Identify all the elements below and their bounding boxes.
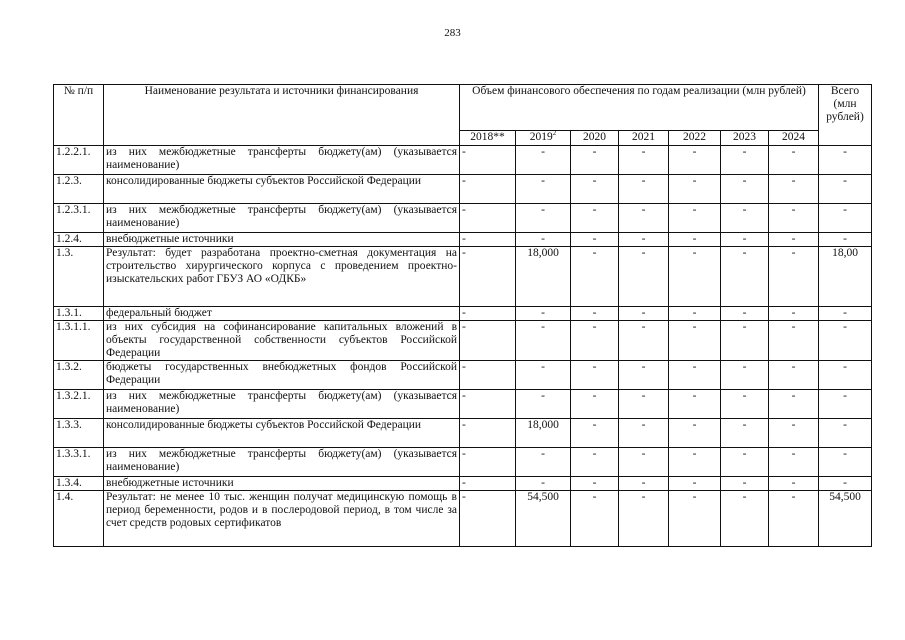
row-value: - xyxy=(460,233,516,247)
row-total: 54,500 xyxy=(819,491,872,547)
row-value: - xyxy=(619,247,669,307)
row-value: - xyxy=(769,491,819,547)
row-value: - xyxy=(516,448,571,477)
row-value: - xyxy=(721,448,769,477)
row-number: 1.3.2. xyxy=(54,361,104,390)
row-value: - xyxy=(669,491,721,547)
row-value: - xyxy=(516,477,571,491)
row-total: 18,00 xyxy=(819,247,872,307)
row-value: - xyxy=(619,146,669,175)
table-row xyxy=(54,419,872,448)
row-value: - xyxy=(721,233,769,247)
row-value: - xyxy=(669,448,721,477)
row-value: - xyxy=(721,390,769,419)
table-row xyxy=(54,247,872,307)
table-row xyxy=(54,448,872,477)
row-value: - xyxy=(571,390,619,419)
row-value: - xyxy=(460,307,516,321)
row-value: - xyxy=(769,247,819,307)
row-name: консолидированные бюджеты субъектов Российской Федерации xyxy=(104,175,460,204)
row-name: Результат: будет разработана проектно-сметная документация на строительство хирургического корпуса с проведением проектно-изыскательских работ ГБУЗ АО «ОДКБ» xyxy=(104,247,460,307)
row-value: - xyxy=(669,390,721,419)
table-row xyxy=(54,175,872,204)
row-total: - xyxy=(819,175,872,204)
header-year: 2023 xyxy=(721,131,769,146)
table-row xyxy=(54,361,872,390)
row-value: - xyxy=(571,321,619,361)
row-number: 1.3.3.1. xyxy=(54,448,104,477)
row-value: - xyxy=(769,390,819,419)
row-value: - xyxy=(571,146,619,175)
header-year: 2018** xyxy=(460,131,516,146)
table-body xyxy=(54,146,872,547)
row-value: - xyxy=(619,361,669,390)
row-value: - xyxy=(721,204,769,233)
row-value: - xyxy=(460,321,516,361)
financing-table xyxy=(53,84,872,547)
row-value: - xyxy=(460,477,516,491)
row-value: - xyxy=(460,361,516,390)
row-value: - xyxy=(721,491,769,547)
row-value: - xyxy=(669,247,721,307)
row-total: - xyxy=(819,361,872,390)
row-value: - xyxy=(619,204,669,233)
row-name: бюджеты государственных внебюджетных фондов Российской Федерации xyxy=(104,361,460,390)
row-value: - xyxy=(571,477,619,491)
row-value: - xyxy=(769,321,819,361)
row-value: - xyxy=(571,448,619,477)
table-row xyxy=(54,307,872,321)
row-number: 1.3.4. xyxy=(54,477,104,491)
row-total: - xyxy=(819,448,872,477)
row-number: 1.3. xyxy=(54,247,104,307)
row-value: - xyxy=(516,321,571,361)
row-value: - xyxy=(516,307,571,321)
row-name: федеральный бюджет xyxy=(104,307,460,321)
table-row xyxy=(54,477,872,491)
row-value: - xyxy=(619,477,669,491)
header-total: Всего (млн рублей) xyxy=(819,85,872,146)
row-name: из них межбюджетные трансферты бюджету(ам) (указывается наименование) xyxy=(104,204,460,233)
row-value: - xyxy=(769,175,819,204)
row-value: - xyxy=(721,361,769,390)
row-value: - xyxy=(721,321,769,361)
row-name: внебюджетные источники xyxy=(104,233,460,247)
row-value: - xyxy=(571,491,619,547)
row-value: - xyxy=(460,448,516,477)
row-value: - xyxy=(571,307,619,321)
row-value: - xyxy=(721,477,769,491)
row-value: - xyxy=(516,204,571,233)
row-name: из них субсидия на софинансирование капитальных вложений в объекты государственной собственности субъектов Российской Федерации xyxy=(104,321,460,361)
row-total: - xyxy=(819,419,872,448)
row-value: - xyxy=(769,307,819,321)
row-value: - xyxy=(619,175,669,204)
row-value: - xyxy=(460,175,516,204)
row-value: - xyxy=(460,491,516,547)
row-value: - xyxy=(769,448,819,477)
row-value: - xyxy=(721,175,769,204)
row-value: - xyxy=(769,477,819,491)
header-number: № п/п xyxy=(54,85,104,146)
row-name: консолидированные бюджеты субъектов Российской Федерации xyxy=(104,419,460,448)
row-total: - xyxy=(819,204,872,233)
row-total: - xyxy=(819,390,872,419)
row-value: - xyxy=(516,390,571,419)
row-value: - xyxy=(460,204,516,233)
row-total: - xyxy=(819,477,872,491)
header-name: Наименование результата и источники финансирования xyxy=(104,85,460,146)
row-value: - xyxy=(721,146,769,175)
row-value: - xyxy=(769,361,819,390)
row-value: - xyxy=(669,233,721,247)
table-row xyxy=(54,204,872,233)
row-number: 1.2.4. xyxy=(54,233,104,247)
table-row xyxy=(54,321,872,361)
table-row xyxy=(54,233,872,247)
row-value: 18,000 xyxy=(516,419,571,448)
row-total: - xyxy=(819,233,872,247)
row-value: - xyxy=(571,419,619,448)
row-value: - xyxy=(571,204,619,233)
header-year: 2020 xyxy=(571,131,619,146)
row-number: 1.2.3. xyxy=(54,175,104,204)
row-value: - xyxy=(516,146,571,175)
row-value: - xyxy=(460,419,516,448)
row-value: - xyxy=(769,233,819,247)
page-number: 283 xyxy=(444,27,461,39)
row-value: - xyxy=(516,175,571,204)
row-name: из них межбюджетные трансферты бюджету(ам) (указывается наименование) xyxy=(104,390,460,419)
row-value: - xyxy=(721,419,769,448)
row-total: - xyxy=(819,321,872,361)
row-value: - xyxy=(669,321,721,361)
row-value: - xyxy=(669,146,721,175)
row-name: из них межбюджетные трансферты бюджету(ам) (указывается наименование) xyxy=(104,448,460,477)
row-value: - xyxy=(721,247,769,307)
row-name: внебюджетные источники xyxy=(104,477,460,491)
row-total: - xyxy=(819,307,872,321)
header-year: 2024 xyxy=(769,131,819,146)
row-value: - xyxy=(516,361,571,390)
row-name: из них межбюджетные трансферты бюджету(ам) (указывается наименование) xyxy=(104,146,460,175)
row-value: - xyxy=(571,175,619,204)
header-year xyxy=(516,131,571,146)
row-total: - xyxy=(819,146,872,175)
row-value: - xyxy=(571,233,619,247)
header-volume: Объем финансового обеспечения по годам реализации (млн рублей) xyxy=(460,85,819,131)
header-year: 2021 xyxy=(619,131,669,146)
header-year-label: 2019 xyxy=(529,131,553,143)
row-value: 54,500 xyxy=(516,491,571,547)
row-value: - xyxy=(619,448,669,477)
row-value: - xyxy=(669,307,721,321)
row-value: - xyxy=(669,204,721,233)
row-value: - xyxy=(669,477,721,491)
row-value: - xyxy=(769,146,819,175)
row-value: - xyxy=(669,175,721,204)
row-value: - xyxy=(619,419,669,448)
row-value: - xyxy=(619,307,669,321)
row-value: - xyxy=(669,361,721,390)
row-value: - xyxy=(619,390,669,419)
row-value: - xyxy=(460,247,516,307)
row-number: 1.3.1.1. xyxy=(54,321,104,361)
row-value: 18,000 xyxy=(516,247,571,307)
row-number: 1.3.1. xyxy=(54,307,104,321)
row-number: 1.4. xyxy=(54,491,104,547)
table-row xyxy=(54,146,872,175)
row-value: - xyxy=(516,233,571,247)
row-value: - xyxy=(619,321,669,361)
row-value: - xyxy=(571,361,619,390)
row-value: - xyxy=(571,247,619,307)
row-value: - xyxy=(460,146,516,175)
row-number: 1.3.3. xyxy=(54,419,104,448)
row-value: - xyxy=(769,204,819,233)
row-value: - xyxy=(619,491,669,547)
row-value: - xyxy=(769,419,819,448)
table-row xyxy=(54,390,872,419)
row-number: 1.2.3.1. xyxy=(54,204,104,233)
table-row xyxy=(54,491,872,547)
row-name: Результат: не менее 10 тыс. женщин получат медицинскую помощь в период беременности, родов и в послеродовой период, в том числе за счет средств родовых сертификатов xyxy=(104,491,460,547)
header-year: 2022 xyxy=(669,131,721,146)
row-number: 1.3.2.1. xyxy=(54,390,104,419)
row-value: - xyxy=(619,233,669,247)
footnote-marker: 2 xyxy=(552,130,557,138)
row-value: - xyxy=(721,307,769,321)
row-value: - xyxy=(669,419,721,448)
row-value: - xyxy=(460,390,516,419)
row-number: 1.2.2.1. xyxy=(54,146,104,175)
